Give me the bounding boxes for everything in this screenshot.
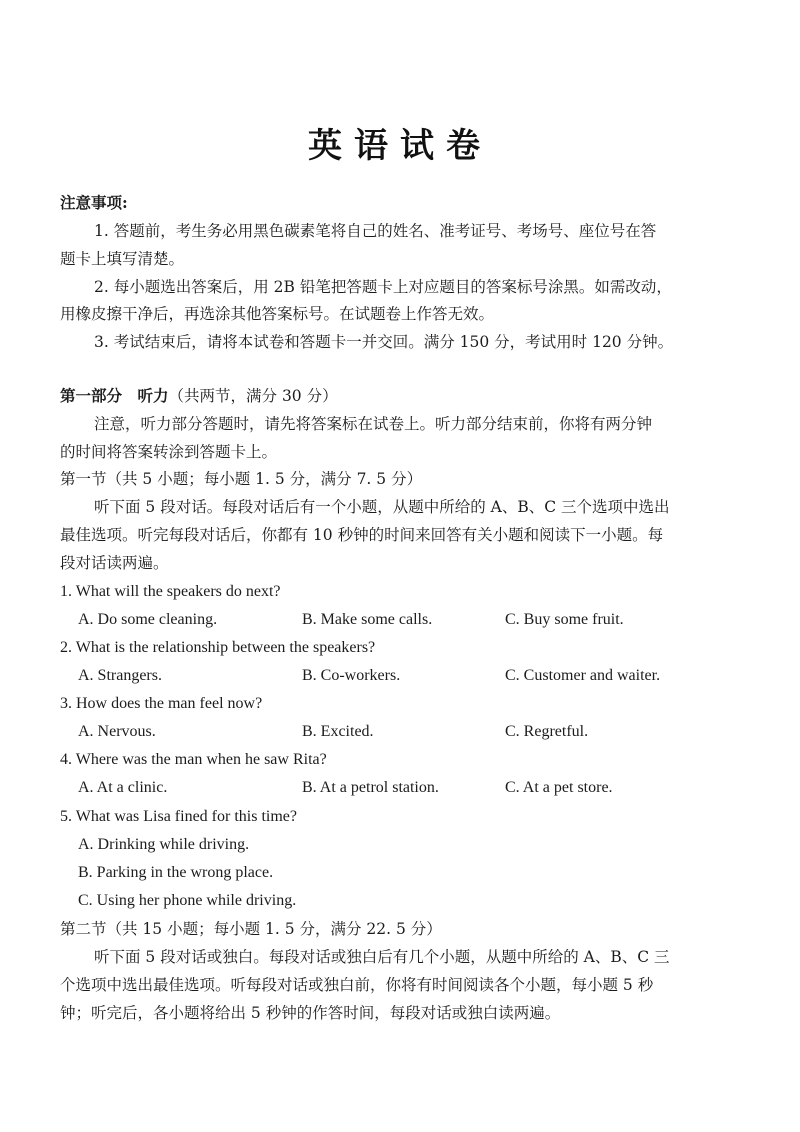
question-3-option-c: C. Regretful. <box>505 723 589 740</box>
section1-instruction-line-3: 段对话读两遍。 <box>60 554 169 572</box>
part1-heading-title: 第一部分 听力 <box>60 386 169 405</box>
question-1-option-a: A. Do some cleaning. <box>78 611 218 628</box>
question-1-stem: 1. What will the speakers do next? <box>60 583 281 600</box>
part1-note-line-1: 注意，听力部分答题时，请先将答案标在试卷上。听力部分结束前，你将有两分钟 <box>94 415 653 433</box>
notice-item-1-line-1: 1. 答题前，考生务必用黑色碳素笔将自己的姓名、准考证号、考场号、座位号在答 <box>94 222 657 240</box>
question-2-option-a: A. Strangers. <box>78 667 162 684</box>
section2-instruction-line-2: 个选项中选出最佳选项。听每段对话或独白前，你将有时间阅读各个小题，每小题 5 秒 <box>60 976 654 994</box>
question-4-option-b: B. At a petrol station. <box>302 779 439 796</box>
part1-heading <box>60 386 338 406</box>
section1-instruction-line-2: 最佳选项。听完每段对话后，你都有 10 秒钟的时间来回答有关小题和阅读下一小题。每 <box>60 526 664 544</box>
question-3-option-a: A. Nervous. <box>78 723 156 740</box>
question-3-stem: 3. How does the man feel now? <box>60 695 263 712</box>
question-4-option-a: A. At a clinic. <box>78 779 168 796</box>
section1-instruction-line-1: 听下面 5 段对话。每段对话后有一个小题，从题中所给的 A、B、C 三个选项中选出 <box>94 498 670 516</box>
part1-note-line-2: 的时间将答案转涂到答题卡上。 <box>60 443 278 461</box>
question-2-option-b: B. Co-workers. <box>302 667 401 684</box>
question-1-option-b: B. Make some calls. <box>302 611 433 628</box>
notice-item-3: 3. 考试结束后，请将本试卷和答题卡一并交回。满分 150 分，考试用时 120 分钟。 <box>94 333 674 351</box>
question-5-option-a: A. Drinking while driving. <box>78 836 250 853</box>
question-1-option-c: C. Buy some fruit. <box>505 611 624 628</box>
part1-heading-detail: （共两节，满分 30 分） <box>168 387 338 405</box>
notice-item-1-line-2: 题卡上填写清楚。 <box>60 250 185 268</box>
question-5-stem: 5. What was Lisa fined for this time? <box>60 808 297 825</box>
section1-heading: 第一节（共 5 小题；每小题 1. 5 分，满分 7. 5 分） <box>60 470 423 488</box>
question-5-option-c: C. Using her phone while driving. <box>78 892 297 909</box>
question-2-option-c: C. Customer and waiter. <box>505 667 661 684</box>
notice-item-2-line-2: 用橡皮擦干净后，再选涂其他答案标号。在试题卷上作答无效。 <box>60 305 495 323</box>
page-title: 英语试卷 <box>308 126 492 166</box>
section2-heading: 第二节（共 15 小题；每小题 1. 5 分，满分 22. 5 分） <box>60 920 442 938</box>
section2-instruction-line-1: 听下面 5 段对话或独白。每段对话或独白后有几个小题，从题中所给的 A、B、C 三 <box>94 948 670 966</box>
notice-item-2-line-1: 2. 每小题选出答案后，用 2B 铅笔把答题卡上对应题目的答案标号涂黑。如需改动， <box>94 278 672 296</box>
question-3-option-b: B. Excited. <box>302 723 374 740</box>
question-2-stem: 2. What is the relationship between the speakers? <box>60 639 376 656</box>
question-4-option-c: C. At a pet store. <box>505 779 613 796</box>
notice-heading: 注意事项: <box>60 193 128 212</box>
section2-instruction-line-3: 钟；听完后，各小题将给出 5 秒钟的作答时间，每段对话或独白读两遍。 <box>60 1004 561 1022</box>
question-4-stem: 4. Where was the man when he saw Rita? <box>60 751 327 768</box>
question-5-option-b: B. Parking in the wrong place. <box>78 864 274 881</box>
